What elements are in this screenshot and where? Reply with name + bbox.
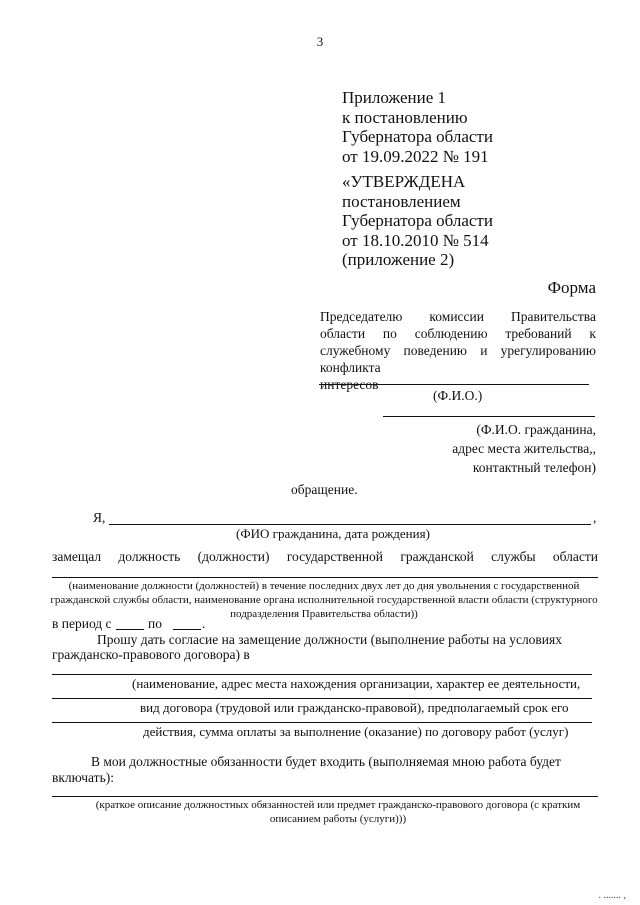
addressee-block: [320, 308, 596, 393]
duties-caption: (краткое описание должностных обязанностей или предмет гражданско-правового договора (с кратким описанием работы (услуги))): [95, 799, 581, 825]
appendix-line: Приложение 1: [342, 88, 446, 107]
position-word: государственной: [286, 549, 384, 564]
period-prefix: в период с: [52, 616, 112, 631]
request-line-1: Прошу дать согласие на замещение должности (выполнение работы на условиях: [97, 632, 562, 647]
position-line: [52, 549, 598, 565]
ya-fio-line[interactable]: [109, 524, 591, 525]
citizen-line[interactable]: [383, 416, 595, 417]
citizen-caption-line: контактный телефон): [472, 460, 596, 475]
org-fill-line[interactable]: [52, 674, 592, 675]
approved-line: постановлением: [342, 191, 461, 211]
position-fill-line[interactable]: [52, 577, 598, 578]
page-number: 3: [316, 34, 324, 49]
ya-caption: (ФИО гражданина, дата рождения): [236, 526, 430, 541]
addressee-text-last: интересов: [320, 377, 379, 392]
period-from-line[interactable]: [116, 629, 144, 630]
duties-line-1: В мои должностные обязанности будет входить (выполняемая мною работа будет: [91, 754, 561, 769]
position-word: (должности): [197, 549, 270, 564]
duties-fill-line[interactable]: [52, 796, 598, 797]
position-word: гражданской: [400, 549, 474, 564]
approved-block: [342, 172, 493, 270]
request-line-2: гражданско-правового договора) в: [52, 647, 250, 662]
contract-caption: вид договора (трудовой или гражданско-правовой), предполагаемый срок его: [140, 700, 569, 715]
period-to-line[interactable]: [173, 629, 201, 630]
period-end: .: [202, 616, 206, 631]
addressee-fio-line[interactable]: [319, 384, 589, 385]
approved-line: от 18.10.2010 № 514: [342, 230, 489, 250]
fio-caption: (Ф.И.О.): [433, 388, 483, 403]
citizen-caption-line: адрес места жительства,,: [452, 441, 596, 456]
addressee-text: Председателю комиссии Правительства области по соблюдению требований к служебному поведению и урегулированию конфликта: [320, 309, 596, 375]
corner-mark: . ....... ,: [598, 890, 626, 901]
position-word: замещал: [52, 549, 102, 564]
appendix-line: к постановлению: [342, 107, 468, 127]
position-word: службы: [491, 549, 536, 564]
duties-line-2: включать):: [52, 770, 114, 785]
form-label: Форма: [547, 278, 596, 297]
org-caption: (наименование, адрес места нахождения организации, характер ее деятельности,: [132, 676, 581, 691]
position-caption: (наименование должности (должностей) в течение последних двух лет до дня увольнения с государственной гражданской службы области, наименование органа исполнительной государственной власти области (структурного подразделения Правительства области)): [50, 580, 598, 620]
appendix-line: Губернатора области: [342, 127, 493, 146]
ya-prefix: Я,: [93, 510, 106, 525]
position-word: области: [552, 549, 598, 564]
position-word: должность: [118, 549, 181, 564]
contract-fill-line[interactable]: [52, 698, 592, 699]
payment-caption: действия, сумма оплаты за выполнение (оказание) по договору работ (услуг): [143, 724, 569, 739]
appendix-line: от 19.09.2022 № 191: [342, 146, 489, 166]
citizen-caption: [452, 420, 596, 477]
approved-line: Губернатора области: [342, 211, 493, 230]
ya-suffix: ,: [593, 510, 597, 525]
appeal-title: обращение.: [291, 482, 358, 497]
approved-line: «УТВЕРЖДЕНА: [342, 172, 466, 191]
citizen-caption-line: (Ф.И.О. гражданина,: [476, 422, 596, 437]
approved-line: (приложение 2): [342, 250, 455, 269]
period-middle: по: [148, 616, 162, 631]
appendix-block: [342, 88, 493, 166]
payment-fill-line[interactable]: [52, 722, 592, 723]
